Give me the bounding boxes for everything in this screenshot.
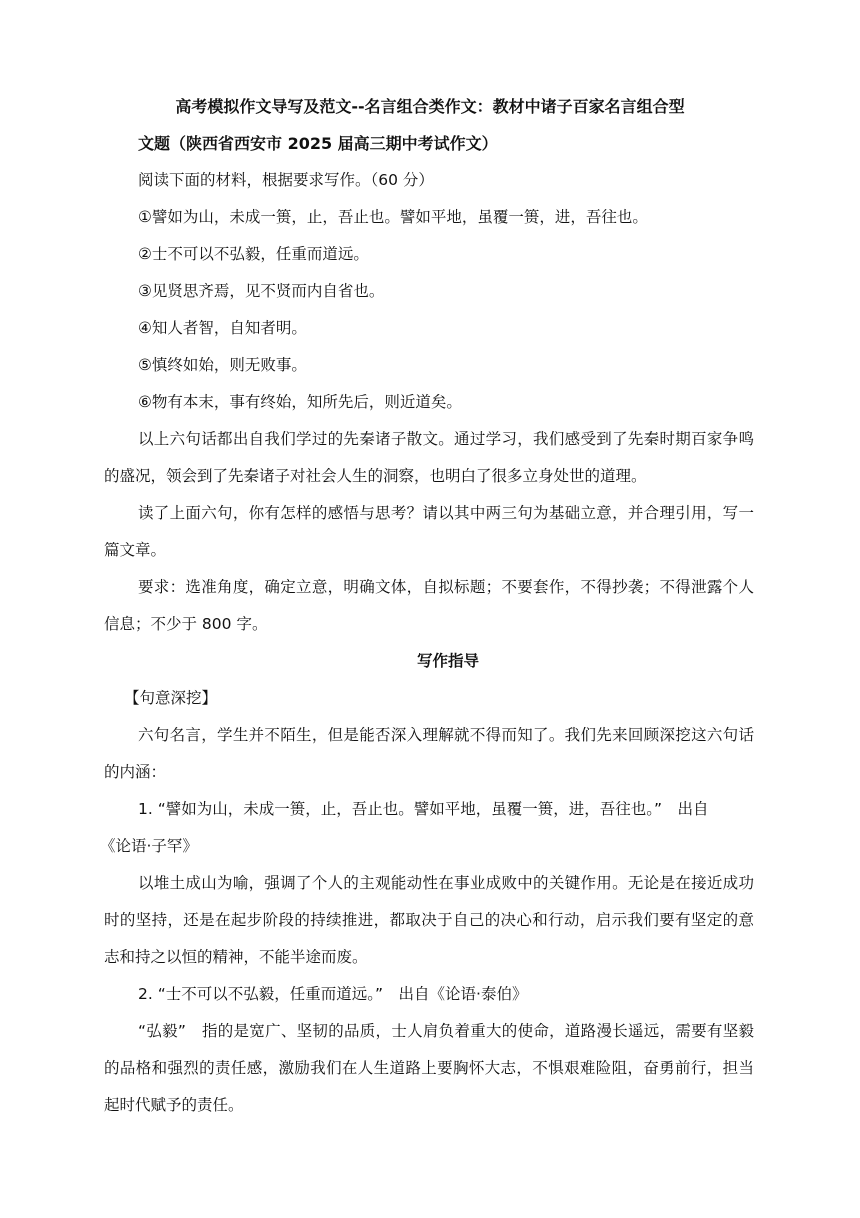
quote-4: ④知人者智，自知者明。 <box>138 319 307 337</box>
guide-item-2-body: “弘毅” 指的是宽广、坚韧的品质，士人肩负着重大的使命，道路漫长遥远，需要有坚毅的品格和强烈的责任感，激励我们在人生道路上要胸怀大志，不惧艰难险阻，奋勇前行，担当起时代赋予的责任。 <box>104 1022 754 1114</box>
prompt-instruction: 阅读下面的材料，根据要求写作。（60 分） <box>138 171 434 189</box>
guide-item-1-head <box>100 791 754 865</box>
item-1-source: 《论语·子罕》 <box>100 837 198 855</box>
title-line-1: 高考模拟作文导写及范文--名言组合类作文：教材中诸子百家名言组合型 <box>175 97 685 116</box>
title-line-2: 文题（陕西省西安市 2025 届高三期中考试作文） <box>138 134 498 153</box>
guide-item-1-body: 以堆土成山为喻，强调了个人的主观能动性在事业成败中的关键作用。无论是在接近成功时的坚持，还是在起步阶段的持续推进，都取决于自己的决心和行动，启示我们要有坚定的意志和持之以恒的精神，不能半途而废。 <box>104 874 754 966</box>
section-heading: 写作指导 <box>416 652 479 670</box>
quote-1: ①譬如为山，未成一篑，止，吾止也。譬如平地，虽覆一篑，进，吾往也。 <box>138 208 648 226</box>
quote-6: ⑥物有本末，事有终始，知所先后，则近道矣。 <box>138 393 462 411</box>
quote-3: ③见贤思齐焉，见不贤而内自省也。 <box>138 282 385 300</box>
guide-intro: 六句名言，学生并不陌生，但是能否深入理解就不得而知了。我们先来回顾深挖这六句话的内涵： <box>104 726 754 781</box>
quote-5: ⑤慎终如始，则无败事。 <box>138 356 307 374</box>
quote-2: ②士不可以不弘毅，任重而道远。 <box>138 245 369 263</box>
prompt-paragraph-1: 以上六句话都出自我们学过的先秦诸子散文。通过学习，我们感受到了先秦时期百家争鸣的盛况，领会到了先秦诸子对社会人生的洞察，也明白了很多立身处世的道理。 <box>104 430 754 485</box>
subsection-label: 【句意深挖】 <box>124 689 218 707</box>
prompt-requirements: 要求：选准角度，确定立意，明确文体，自拟标题；不要套作，不得抄袭；不得泄露个人信息；不少于 800 字。 <box>104 578 754 633</box>
guide-item-2-head: 2. “士不可以不弘毅，任重而道远。” 出自《论语·泰伯》 <box>138 985 528 1003</box>
document-page <box>100 88 754 1124</box>
item-1-quote: 1. “譬如为山，未成一篑，止，吾止也。譬如平地，虽覆一篑，进，吾往也。” 出自 <box>138 800 709 818</box>
prompt-paragraph-2: 读了上面六句，你有怎样的感悟与思考？请以其中两三句为基础立意，并合理引用，写一篇文章。 <box>104 504 754 559</box>
document-title <box>104 88 756 162</box>
